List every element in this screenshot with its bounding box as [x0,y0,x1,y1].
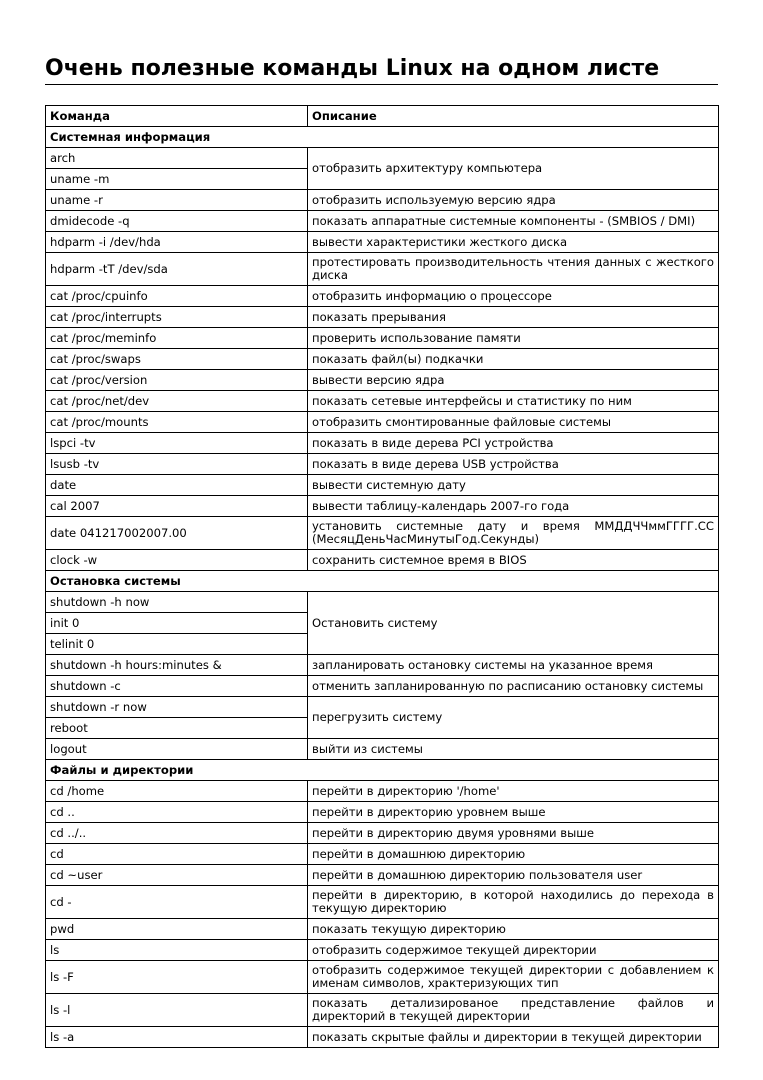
description-cell: перейти в директорию '/home' [308,781,719,802]
table-row [46,994,719,1027]
header-command: Команда [46,106,308,127]
description-cell: показать аппаратные системные компоненты - (SMBIOS / DMI) [308,211,719,232]
command-cell: cd .. [46,802,308,823]
description-cell: показать в виде дерева USB устройства [308,454,719,475]
table-row [46,328,719,349]
table-row [46,148,719,169]
table-row [46,697,719,718]
command-cell: cat /proc/net/dev [46,391,308,412]
description-cell: перейти в домашнюю директорию [308,844,719,865]
description-cell: перейти в домашнюю директорию пользователя user [308,865,719,886]
table-row [46,307,719,328]
command-cell: date 041217002007.00 [46,517,308,550]
command-cell: pwd [46,919,308,940]
command-cell: shutdown -r now [46,697,308,718]
table-row [46,286,719,307]
table-row [46,496,719,517]
command-cell: cat /proc/cpuinfo [46,286,308,307]
command-cell: telinit 0 [46,634,308,655]
table-row [46,232,719,253]
command-cell: cd - [46,886,308,919]
description-cell: запланировать остановку системы на указанное время [308,655,719,676]
table-row [46,349,719,370]
description-cell: вывести характеристики жесткого диска [308,232,719,253]
table-row [46,823,719,844]
table-row [46,739,719,760]
command-cell: shutdown -h now [46,592,308,613]
description-cell: отобразить архитектуру компьютера [308,148,719,190]
description-cell: показать скрытые файлы и директории в текущей директории [308,1027,719,1048]
table-row [46,961,719,994]
table-row [46,655,719,676]
header-description: Описание [308,106,719,127]
table-row [46,802,719,823]
table-row [46,550,719,571]
table-row [46,253,719,286]
description-cell: отобразить смонтированные файловые системы [308,412,719,433]
command-cell: cat /proc/mounts [46,412,308,433]
command-cell: date [46,475,308,496]
command-cell: hdparm -i /dev/hda [46,232,308,253]
table-row [46,592,719,613]
command-cell: init 0 [46,613,308,634]
description-cell: показать файл(ы) подкачки [308,349,719,370]
command-cell: ls -a [46,1027,308,1048]
command-cell: ls [46,940,308,961]
section-header-row [46,760,719,781]
command-cell: lsusb -tv [46,454,308,475]
command-cell: cat /proc/swaps [46,349,308,370]
table-row [46,781,719,802]
page-title: Очень полезные команды Linux на одном листе [45,56,660,81]
command-cell: cd ../.. [46,823,308,844]
command-cell: lspci -tv [46,433,308,454]
section-header-row [46,127,719,148]
description-cell: вывести таблицу-календарь 2007-го года [308,496,719,517]
description-cell: перейти в директорию, в которой находились до перехода в текущую директорию [308,886,719,919]
description-cell: Остановить систему [308,592,719,655]
command-cell: shutdown -h hours:minutes & [46,655,308,676]
table-row [46,940,719,961]
section-title: Системная информация [46,127,719,148]
command-cell: cat /proc/meminfo [46,328,308,349]
table-header-row [46,106,719,127]
command-cell: arch [46,148,308,169]
command-cell: uname -r [46,190,308,211]
description-cell: отобразить используемую версию ядра [308,190,719,211]
table-row [46,1027,719,1048]
command-cell: dmidecode -q [46,211,308,232]
description-cell: перейти в директорию двумя уровнями выше [308,823,719,844]
table-row [46,412,719,433]
command-cell: ls -F [46,961,308,994]
section-title: Остановка системы [46,571,719,592]
description-cell: отменить запланированную по расписанию остановку системы [308,676,719,697]
description-cell: сохранить системное время в BIOS [308,550,719,571]
command-cell: cd ~user [46,865,308,886]
section-header-row [46,571,719,592]
description-cell: проверить использование памяти [308,328,719,349]
description-cell: показать детализированое представление файлов и директорий в текущей директории [308,994,719,1027]
command-cell: uname -m [46,169,308,190]
description-cell: вывести версию ядра [308,370,719,391]
command-cell: clock -w [46,550,308,571]
table-row [46,517,719,550]
description-cell: выйти из системы [308,739,719,760]
description-cell: перейти в директорию уровнем выше [308,802,719,823]
description-cell: показать прерывания [308,307,719,328]
description-cell: перегрузить систему [308,697,719,739]
section-title: Файлы и директории [46,760,719,781]
description-cell: отобразить содержимое текущей директории с добавлением к именам символов, храктеризующих тип [308,961,719,994]
table-row [46,433,719,454]
table-row [46,370,719,391]
command-cell: shutdown -c [46,676,308,697]
commands-table-body [46,106,719,1048]
table-row [46,475,719,496]
commands-table [45,105,719,1048]
description-cell: протестировать производительность чтения данных с жесткого диска [308,253,719,286]
command-cell: logout [46,739,308,760]
description-cell: вывести системную дату [308,475,719,496]
table-row [46,391,719,412]
table-row [46,886,719,919]
description-cell: установить системные дату и время ММДДЧЧммГГГГ.СС (МесяцДеньЧасМинутыГод.Секунды) [308,517,719,550]
table-row [46,676,719,697]
command-cell: cat /proc/version [46,370,308,391]
command-cell: reboot [46,718,308,739]
description-cell: показать сетевые интерфейсы и статистику по ним [308,391,719,412]
command-cell: cal 2007 [46,496,308,517]
description-cell: отобразить информацию о процессоре [308,286,719,307]
table-row [46,865,719,886]
description-cell: показать текущую директорию [308,919,719,940]
description-cell: отобразить содержимое текущей директории [308,940,719,961]
table-row [46,844,719,865]
command-cell: hdparm -tT /dev/sda [46,253,308,286]
description-cell: показать в виде дерева PCI устройства [308,433,719,454]
table-row [46,919,719,940]
command-cell: cd /home [46,781,308,802]
table-row [46,454,719,475]
command-cell: ls -l [46,994,308,1027]
command-cell: cat /proc/interrupts [46,307,308,328]
table-row [46,190,719,211]
command-cell: cd [46,844,308,865]
title-underline [45,84,718,85]
table-row [46,211,719,232]
